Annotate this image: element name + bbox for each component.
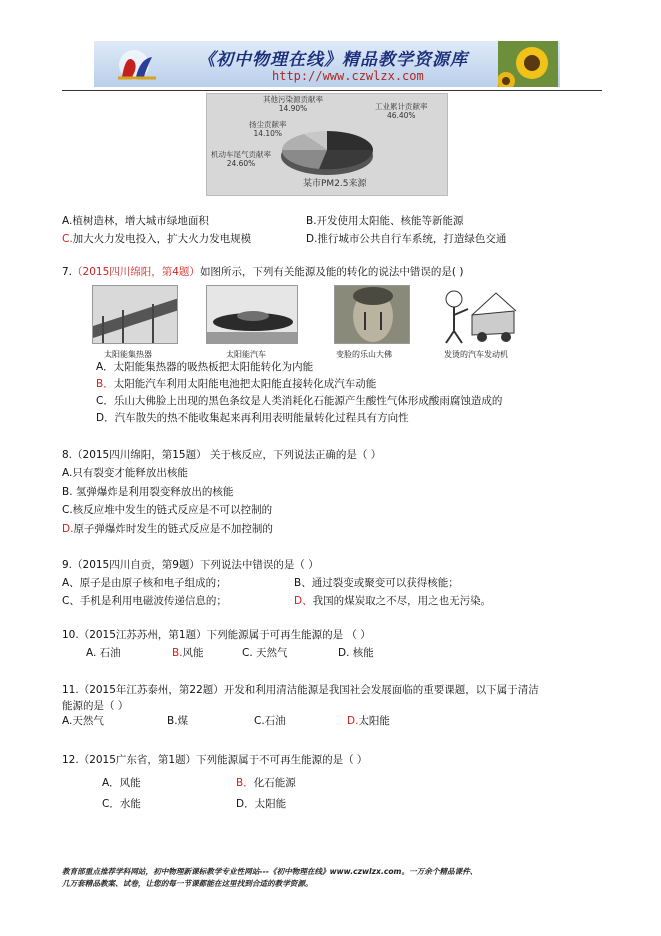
- q11-option-c: C.石油: [254, 715, 286, 727]
- q9-stem: 9.（2015四川自贡，第9题）下列说法中错误的是（ ）: [62, 559, 319, 571]
- q6-option-d: D.推行城市公共自行车系统，打造绿色交通: [306, 233, 507, 245]
- q11-option-b: B.煤: [167, 715, 189, 727]
- q10-option-d: D. 核能: [338, 647, 374, 659]
- q7-option-b: B．太阳能汽车利用太阳能电池把太阳能直接转化成汽车动能: [96, 378, 377, 390]
- q10-stem: 10.（2015江苏苏州，第1题）下列能源属于可再生能源的是 （ ）: [62, 629, 371, 641]
- q12-answer-letter: B．: [236, 777, 254, 789]
- pie-caption: 某市PM2.5来源: [303, 179, 367, 189]
- q12-option-d: D．太阳能: [236, 798, 287, 810]
- q11-answer-letter: D.: [347, 715, 359, 727]
- pie-label-industry: 工业累计贡献率 46.40%: [375, 102, 428, 120]
- q7-option-a: A．太阳能集热器的吸热板把太阳能转化为内能: [96, 361, 314, 373]
- q8-option-a: A.只有裂变才能释放出核能: [62, 467, 188, 479]
- q7-option-c: C．乐山大佛脸上出现的黑色条纹是人类消耗化石能源产生酸性气体形成酸雨腐蚀造成的: [96, 395, 503, 407]
- q9-option-a: A、原子是由原子核和电子组成的；: [62, 577, 227, 589]
- q9-option-d: D、我国的煤炭取之不尽，用之也无污染。: [294, 595, 492, 607]
- q8-stem: 8.（2015四川绵阳，第15题） 关于核反应，下列说法正确的是（ ）: [62, 449, 382, 461]
- pm25-pie-photo: [206, 93, 448, 196]
- q12-option-b: B．化石能源: [236, 777, 296, 789]
- q11-stem-line2: 能源的是（ ）: [62, 700, 129, 712]
- q11-option-a: A.天然气: [62, 715, 104, 727]
- q10-option-b: B.风能: [172, 647, 204, 659]
- q10-answer-letter: B.: [172, 647, 183, 659]
- q7-answer-letter: B．: [96, 378, 114, 390]
- pie-label-other: 其他污染源贡献率 14.90%: [263, 95, 323, 113]
- pie-label-dust: 扬尘贡献率 14.10%: [249, 120, 287, 138]
- caption-solar-collector: 太阳能集热器: [104, 350, 152, 359]
- caption-buddha: 变脸的乐山大佛: [336, 350, 392, 359]
- footer-line-1: 教育部重点推荐学科网站，初中物理新课标教学专业性网站---《初中物理在线》www.czwlzx.com。一万余个精品课件、: [62, 867, 478, 876]
- page-footer: [62, 866, 602, 890]
- q8-answer-letter: D.: [62, 523, 74, 535]
- caption-solar-car: 太阳能汽车: [226, 350, 266, 359]
- solar-car-image: [206, 285, 298, 344]
- q11-stem-line1: 11.（2015年江苏泰州，第22题）开发和利用清洁能源是我国社会发展面临的重要课题，以下属于清洁: [62, 684, 539, 696]
- leshan-buddha-image: [334, 285, 410, 344]
- footer-line-2: 几万套精品教案、试卷，让您的每一节课都能在这里找到合适的教学资源。: [62, 879, 313, 888]
- q12-option-c: C．水能: [102, 798, 141, 810]
- q10-option-c: C. 天然气: [242, 647, 288, 659]
- q12-option-a: A．风能: [102, 777, 141, 789]
- q7-source: （2015四川绵阳，第4题）: [72, 266, 200, 278]
- q6-answer-letter: C.: [62, 233, 73, 245]
- caption-engine: 发烫的汽车发动机: [444, 350, 508, 359]
- hot-engine-image: [436, 285, 518, 344]
- q6-option-c: C.加大火力发电投入，扩大火力发电规模: [62, 233, 252, 245]
- q9-answer-letter: D、: [294, 595, 313, 607]
- site-logo-icon: [112, 47, 162, 83]
- header-banner: [94, 41, 560, 87]
- q8-option-c: C.核反应堆中发生的链式反应是不可以控制的: [62, 504, 273, 516]
- solar-collector-image: [92, 285, 178, 344]
- q8-option-b: B. 氢弹爆炸是利用裂变释放出的核能: [62, 486, 234, 498]
- q8-option-d: D.原子弹爆炸时发生的链式反应是不加控制的: [62, 523, 273, 535]
- site-title: 《初中物理在线》精品教学资源库: [198, 50, 468, 70]
- q12-stem: 12.（2015广东省，第1题）下列能源属于不可再生能源的是（ ）: [62, 754, 368, 766]
- q6-option-a: A.植树造林，增大城市绿地面积: [62, 215, 209, 227]
- q7-stem: 7.（2015四川绵阳，第4题）如图所示，下列有关能源及能的转化的说法中错误的是( ): [62, 266, 464, 278]
- q9-option-c: C、手机是利用电磁波传递信息的；: [62, 595, 227, 607]
- sunflower-icon: [498, 41, 558, 87]
- pie-label-vehicle: 机动车尾气贡献率 24.60%: [211, 150, 271, 168]
- q6-option-b: B.开发使用太阳能、核能等新能源: [306, 215, 464, 227]
- header-rule: [62, 90, 602, 91]
- q11-option-d: D.太阳能: [347, 715, 390, 727]
- q10-option-a: A. 石油: [86, 647, 121, 659]
- q9-option-b: B、通过裂变或聚变可以获得核能；: [294, 577, 459, 589]
- q7-option-d: D．汽车散失的热不能收集起来再利用表明能量转化过程具有方向性: [96, 412, 409, 424]
- site-url[interactable]: http://www.czwlzx.com: [272, 69, 424, 83]
